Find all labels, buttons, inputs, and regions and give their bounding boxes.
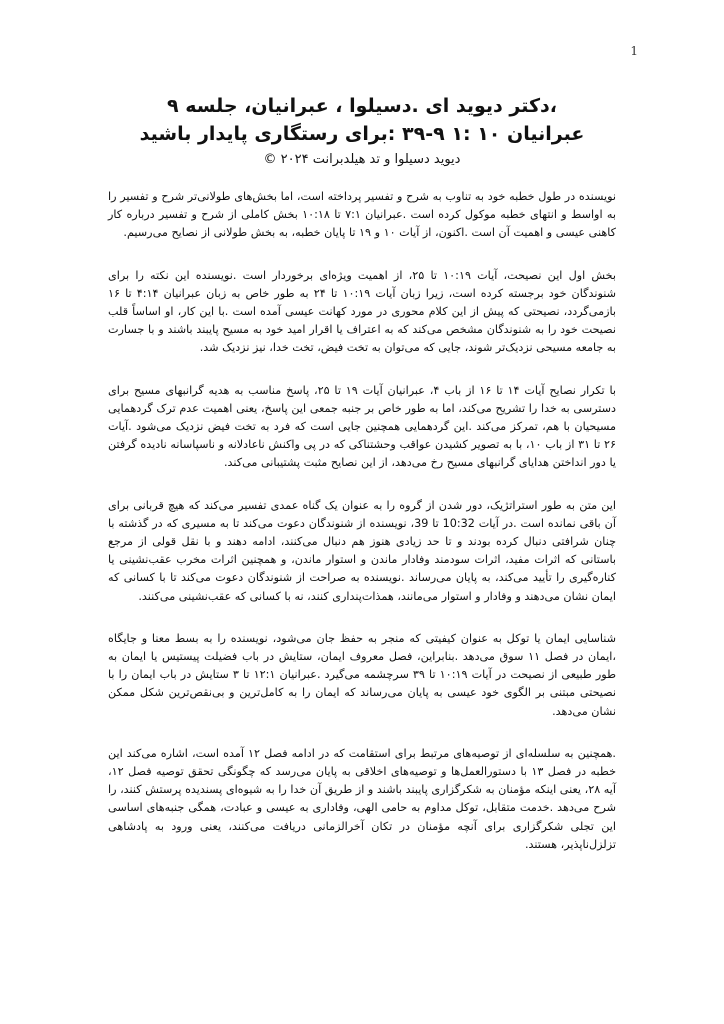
paragraph-1: نویسنده در طول خطبه خود به تناوب به شرح و تفسیر پرداخته است، اما بخش‌های طولانی‌تر شرح و تفسیر را به اواسط و انتهای خطبه موکول کرده است .عبرانیان ۷:۱ تا ۱۰:۱۸ بخش کاملی از شرح و تفسیر درباره کار کاهنی عیسی و اهمیت آن است .اکنون، از آیات ۱۰ و ۱۹ تا پایان خطبه، به بخش طولانی از نصایح می‌رسیم. (108, 190, 616, 240)
paragraph-3: با تکرار نصایح آیات ۱۴ تا ۱۶ از باب ۴، عبرانیان آیات ۱۹ تا ۲۵، پاسخ مناسب به هدیه گرانبهای مسیح برای دسترسی به خدا را تشریح می‌کند، اما به طور خاص بر جنبه جمعی این پاسخ، یعنی اهمیت عدم ترک گردهمایی مسیحیان با هم، تمرکز می‌کند .این گردهمایی همچنین جایی است که فرد به تخت فیض نزدیک می‌شود .آیات ۲۶ تا ۳۱ از باب ۱۰، با به تصویر کشیدن عواقب وحشتناکی که در پی واکنش ناعادلانه و ناسپاسانه نادیده گرفتن یا دور انداختن هدایای گرانبهای مسیح رخ می‌دهد، از این نصایح مثبت پشتیبانی می‌کند. (108, 383, 617, 470)
paragraph-6: .همچنین به سلسله‌ای از توصیه‌های مرتبط برای استقامت که در ادامه فصل ۱۲ آمده است، اشاره می‌کند این خطبه در فصل ۱۳ با دستورالعمل‌ها و توصیه‌های اخلاقی به پایان می‌رسد که چگونگی تحقق توصیه فصل ۱۲، آیه ۲۸، یعنی اینکه مؤمنان به شکرگزاری پایبند باشند و از طریق آن خدا را به شیوه‌ای پسندیده پرستش کنند، را شرح می‌دهد .خدمت متقابل، توکل مداوم به حامی الهی، وفاداری به عیسی و عبادت، همگی جنبه‌های اساسی این تجلی شکرگزاری برای آنچه مؤمنان در تکان آخرالزمانی دریافت می‌کنند، یعنی ورود به پادشاهی تزلزل‌ناپذیر، هستند. (108, 746, 617, 851)
body-text (108, 188, 616, 854)
paragraph-2: بخش اول این نصیحت، آیات ۱۰:۱۹ تا ۲۵، از اهمیت ویژه‌ای برخوردار است .نویسنده این نکته را برای شنوندگان خود برجسته کرده است، زیرا زبان آیات ۱۰:۱۹ تا ۲۴ به طور خاص به زبان عبرانیان ۴:۱۴ تا ۱۶ بازمی‌گردد، نصیحتی که پیش از این کلام محوری در مورد کهانت عیسی آمده است .با این کار، او اساساً قلب نصیحت خود را به شنوندگان مشخص می‌کند که به اعتراف یا اقرار امید خود به مسیح پایبند باشند و با جسارت به جامعه مسیحی نزدیک‌تر شوند، جایی که می‌توان به تخت فیض، تخت خدا، نیز نزدیک شد. (108, 268, 617, 355)
document-header (108, 92, 616, 170)
paragraph-4: این متن به طور استراتژیک، دور شدن از گروه را به عنوان یک گناه عمدی تفسیر می‌کند که هیچ قربانی برای آن باقی نمانده است .در آیات 10:32 تا 39، نویسنده از شنوندگان دعوت می‌کند تا به مسیری که در گذشته با چنان شرافتی دنبال کرده بودند و تا حد زیادی هنوز هم دنبال می‌کنند، ادامه دهند و با نقل قولی از مرجع باستانی که اثرات مفید، اثرات سودمند وفادار ماندن و استوار ماندن، و همچنین اثرات مخرب عقب‌نشینی یا کناره‌گیری را تأیید می‌کند، به پایان می‌رساند .نویسنده به صراحت از شنوندگان دعوت می‌کند تا با کسانی که ایمان نشان می‌دهند و وفادار و استوار می‌مانند، همذات‌پنداری کنند، نه با کسانی که عقب‌نشینی می‌کنند. (108, 498, 616, 603)
title-line-2: عبرانیان ۱۰ :۱ ۹-۳۹ :برای رستگاری پایدار باشید (139, 123, 585, 145)
title-line-1: ،دکتر دیوید ای .دسیلوا ، عبرانیان، جلسه ۹ (167, 95, 557, 117)
paragraph-5: شناسایی ایمان یا توکل به عنوان کیفیتی که منجر به حفظ جان می‌شود، نویسنده را به بسط معنا و جایگاه ،ایمان در فصل ۱۱ سوق می‌دهد .بنابراین، فصل معروف ایمان، ستایش در باب فضیلت پیستیس یا ایمان به طور طبیعی از نصیحت در آیات ۱۰:۱۹ تا ۳۹ سرچشمه می‌گیرد .عبرانیان ۱۲:۱ تا ۳ ستایش در باب ایمان را با نصیحتی مبتنی بر الگوی خود عیسی به پایان می‌رساند که ایمان را به کامل‌ترین و بی‌نقص‌ترین شکل ممکن نشان می‌دهد. (108, 631, 616, 718)
page-number: 1 (630, 44, 638, 58)
author-line: دیوید دسیلوا و تد هیلدبرانت ۲۰۲۴ © (263, 152, 461, 167)
